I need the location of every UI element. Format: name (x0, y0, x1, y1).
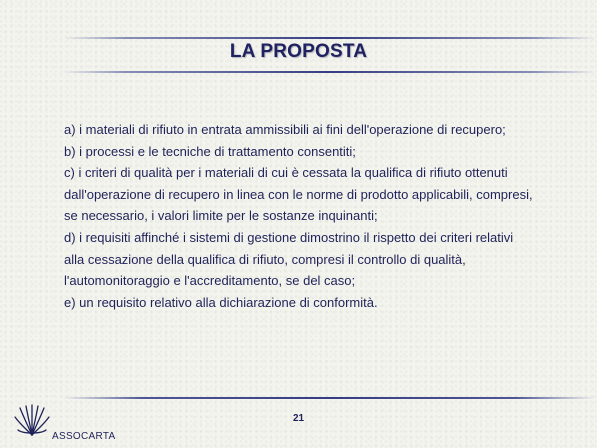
paragraph-e: e) un requisito relativo alla dichiarazione di conformità. (64, 294, 378, 310)
page-number: 21 (292, 413, 305, 424)
title-top-rule (62, 37, 596, 39)
paragraph-a: a) i materiali di rifiuto in entrata ammissibili ai fini dell'operazione di recupero; (64, 122, 506, 137)
slide-body (64, 119, 534, 313)
slide-title: LA PROPOSTA (229, 41, 368, 62)
paragraph-b: b) i processi e le tecniche di trattamento consentiti; (64, 143, 356, 159)
footer-rule (62, 397, 596, 399)
logo-text: ASSOCARTA (52, 431, 116, 442)
title-bottom-rule (62, 71, 596, 73)
paragraph-c: c) i criteri di qualità per i materiali di cui è cessata la qualifica di rifiuto ottenuti dall'operazione di recupero in linea con le norme di prodotto applicabili, compresi, se necessario, i valori limite per le sostanze inquinanti; (64, 165, 533, 224)
paragraph-d: d) i requisiti affinché i sistemi di gestione dimostrino il rispetto dei criteri relativi alla cessazione della qualifica di rifiuto, compresi il controllo di qualità, l'automonitoraggio e l'accreditamento, se del caso; (64, 229, 514, 289)
